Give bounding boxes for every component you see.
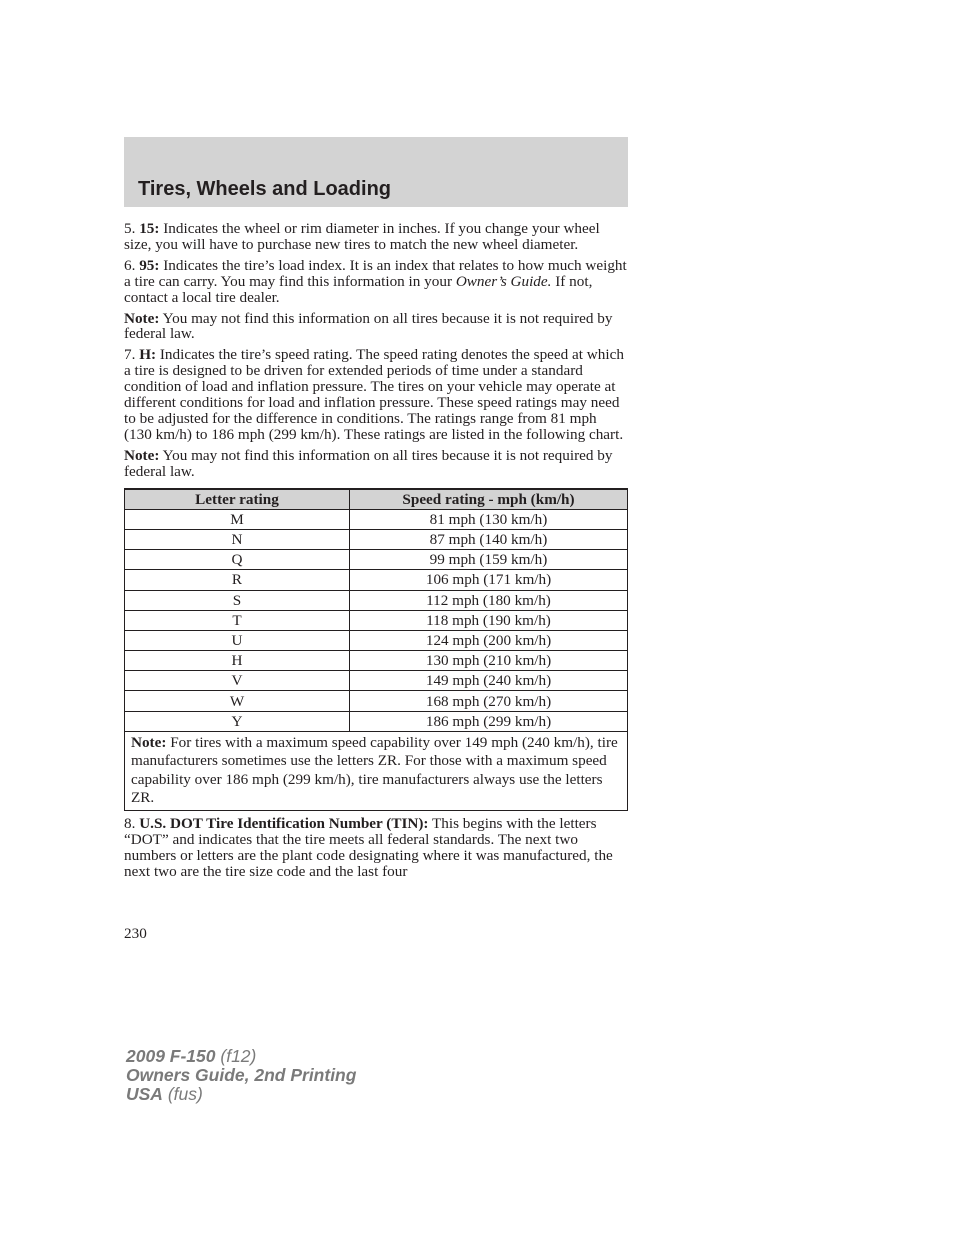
speed-cell: 99 mph (159 km/h) — [350, 550, 628, 570]
footer-code: (f12) — [215, 1046, 257, 1066]
table-row — [125, 630, 628, 650]
speed-cell: 130 mph (210 km/h) — [350, 651, 628, 671]
note-text: You may not find this information on all tires because it is not required by federal law. — [124, 446, 613, 480]
note-label: Note: — [124, 446, 160, 464]
speed-rating-table — [124, 488, 628, 811]
item-term: H: — [139, 346, 157, 364]
page-body — [124, 221, 628, 884]
speed-cell: 124 mph (200 km/h) — [350, 630, 628, 650]
footer-market: USA — [126, 1084, 163, 1104]
note-1 — [124, 311, 628, 343]
table-row — [125, 509, 628, 529]
column-header-speed: Speed rating - mph (km/h) — [350, 489, 628, 510]
speed-cell: 149 mph (240 km/h) — [350, 671, 628, 691]
item-number: 8. — [124, 814, 140, 832]
table-row — [125, 550, 628, 570]
note-text: You may not find this information on all tires because it is not required by federal law. — [124, 309, 613, 343]
table-note-row — [125, 731, 628, 810]
table-row — [125, 711, 628, 731]
item-term: U.S. DOT Tire Identification Number (TIN): — [139, 814, 429, 832]
item-number: 7. — [124, 346, 140, 364]
letter-cell: M — [125, 509, 350, 529]
note-text: For tires with a maximum speed capability over 149 mph (240 km/h), tire manufacturers sometimes use the letters ZR. For those with a maximum speed capability over 186 mph (299 km/h), tire manufacturers always use the letters ZR. — [131, 733, 618, 807]
table-row — [125, 691, 628, 711]
speed-cell: 168 mph (270 km/h) — [350, 691, 628, 711]
letter-cell: R — [125, 570, 350, 590]
footer-line-2: Owners Guide, 2nd Printing — [126, 1065, 357, 1085]
item-6 — [124, 258, 628, 306]
speed-cell: 118 mph (190 km/h) — [350, 610, 628, 630]
footer-line-1 — [126, 1047, 356, 1066]
note-label: Note: — [131, 733, 167, 751]
footer-model: 2009 F-150 — [126, 1046, 216, 1066]
table-row — [125, 529, 628, 549]
table-row — [125, 590, 628, 610]
letter-cell: T — [125, 610, 350, 630]
item-text: Indicates the tire’s load index. It is an index that relates to how much weight a tire can carry. You may find this information in your — [124, 256, 627, 290]
item-term: 95: — [139, 256, 160, 274]
letter-cell: S — [125, 590, 350, 610]
item-number: 6. — [124, 256, 140, 274]
table-note — [125, 731, 628, 810]
item-5 — [124, 221, 628, 253]
footer-line-3 — [126, 1085, 356, 1104]
page-number: 230 — [124, 925, 147, 942]
letter-cell: Y — [125, 711, 350, 731]
letter-cell: U — [125, 630, 350, 650]
letter-cell: Q — [125, 550, 350, 570]
item-term: 15: — [139, 220, 160, 237]
item-8 — [124, 816, 628, 880]
letter-cell: H — [125, 651, 350, 671]
item-7 — [124, 347, 628, 442]
speed-cell: 87 mph (140 km/h) — [350, 529, 628, 549]
table-header-row — [125, 489, 628, 510]
column-header-letter: Letter rating — [125, 489, 350, 510]
guide-reference: Owner’s Guide. — [455, 272, 552, 290]
section-header — [124, 137, 628, 207]
table-row — [125, 610, 628, 630]
item-text: This begins with the letters “DOT” and indicates that the tire meets all federal standards. The next two numbers or letters are the plant code designating where it was manufactured, the next two are the tire size code and the last four — [124, 814, 613, 880]
speed-cell: 186 mph (299 km/h) — [350, 711, 628, 731]
speed-cell: 81 mph (130 km/h) — [350, 509, 628, 529]
item-text: If not, contact a local tire dealer. — [124, 272, 593, 306]
letter-cell: V — [125, 671, 350, 691]
table-row — [125, 651, 628, 671]
table-row — [125, 671, 628, 691]
document-footer — [126, 1047, 356, 1104]
speed-cell: 106 mph (171 km/h) — [350, 570, 628, 590]
letter-cell: N — [125, 529, 350, 549]
item-number: 5. — [124, 220, 140, 237]
item-text: Indicates the tire’s speed rating. The speed rating denotes the speed at which a tire is designed to be driven for extended periods of time under a standard condition of load and inflation pressure. The tires on your vehicle may operate at different conditions for load and inflation pressure. These speed ratings may need to be adjusted for the difference in conditions. The ratings range from 81 mph (130 km/h) to 186 mph (299 km/h). These ratings are listed in the following chart. — [124, 346, 624, 443]
speed-cell: 112 mph (180 km/h) — [350, 590, 628, 610]
note-2 — [124, 448, 628, 480]
letter-cell: W — [125, 691, 350, 711]
section-title: Tires, Wheels and Loading — [138, 178, 392, 200]
note-label: Note: — [124, 309, 160, 327]
footer-market-code: (fus) — [162, 1084, 203, 1104]
table-row — [125, 570, 628, 590]
item-text: Indicates the wheel or rim diameter in inches. If you change your wheel size, you will have to purchase new tires to match the new wheel diameter. — [124, 220, 600, 253]
